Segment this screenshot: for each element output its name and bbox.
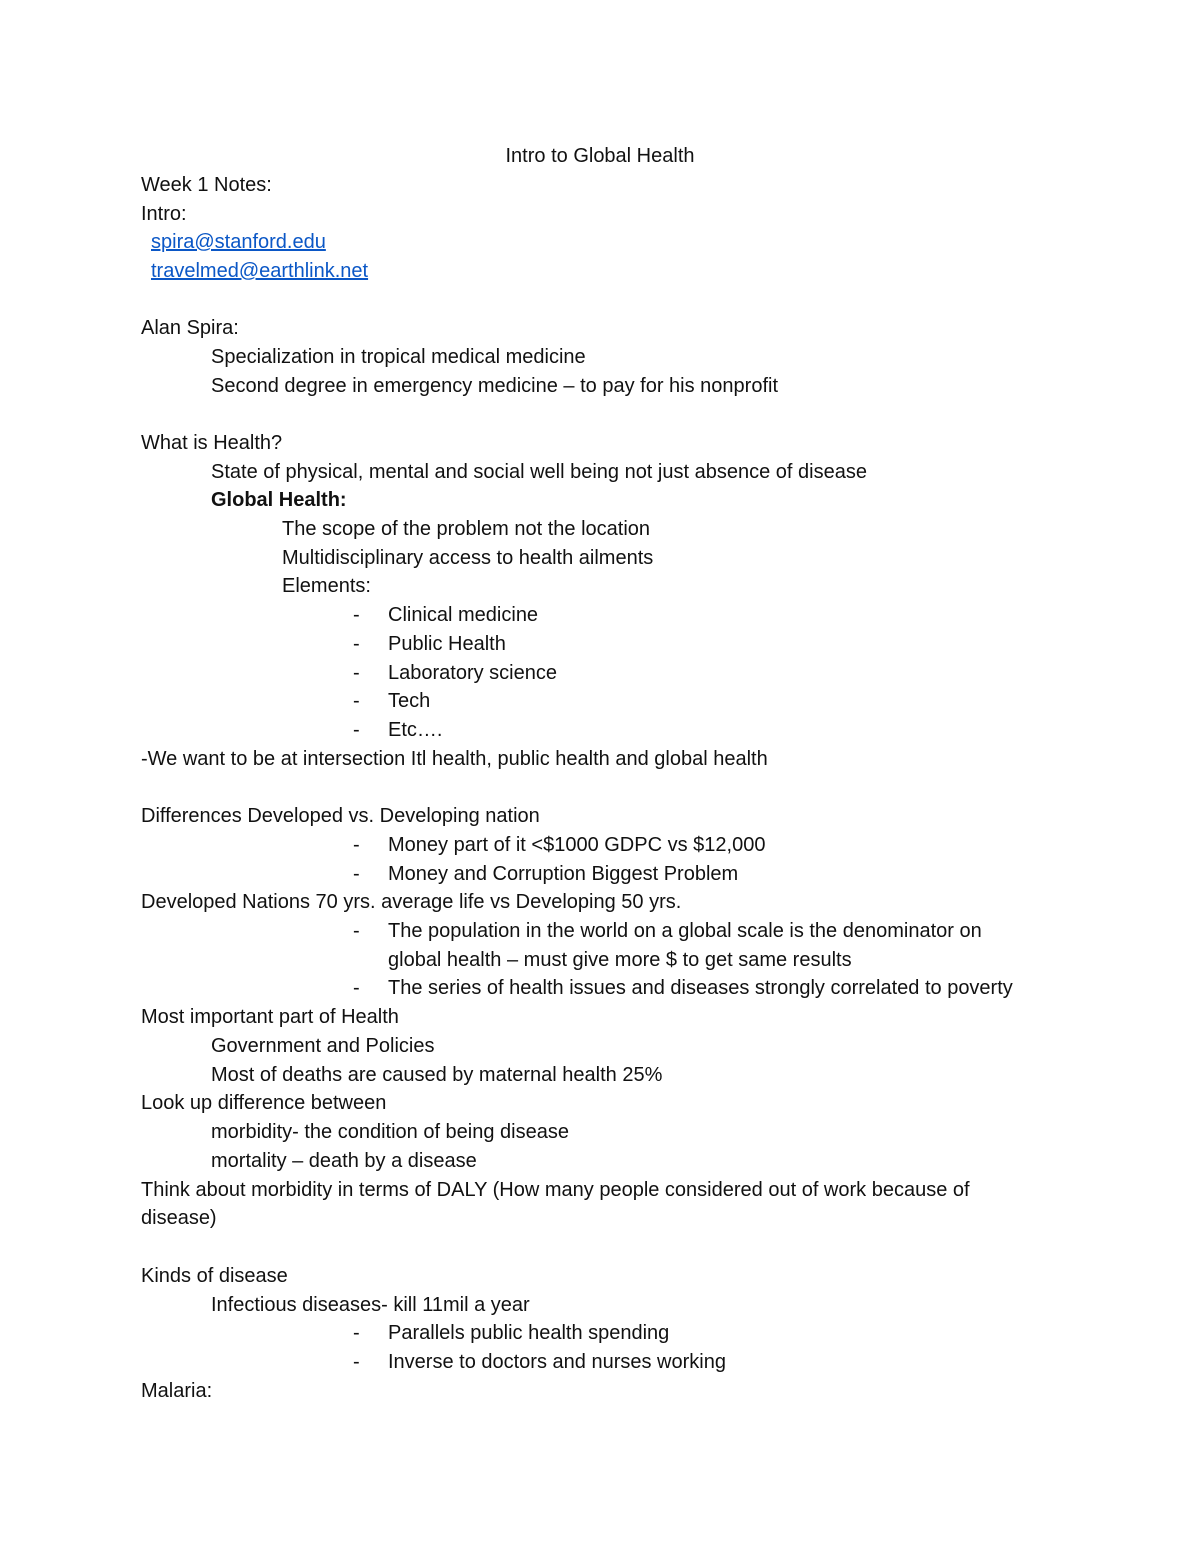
daly-line-continued: disease)	[141, 1207, 217, 1229]
bullet-dash: -	[353, 604, 360, 626]
lookup-heading: Look up difference between	[141, 1092, 387, 1114]
global-health-line: The scope of the problem not the location	[282, 518, 651, 540]
instructor-heading: Alan Spira:	[141, 317, 239, 339]
important-line: Most of deaths are caused by maternal health 25%	[211, 1064, 663, 1086]
bullet-dash: -	[353, 920, 360, 942]
document-title: Intro to Global Health	[505, 145, 695, 167]
bullet-dash: -	[353, 834, 360, 856]
intro-label: Intro:	[141, 203, 187, 225]
bullet-dash: -	[353, 1351, 360, 1373]
kinds-heading: Kinds of disease	[141, 1265, 288, 1287]
differences-item-continued: global health – must give more $ to get same results	[388, 949, 852, 971]
differences-item: Money and Corruption Biggest Problem	[388, 863, 739, 885]
bullet-dash: -	[353, 662, 360, 684]
lookup-line: mortality – death by a disease	[211, 1150, 477, 1172]
instructor-line: Second degree in emergency medicine – to pay for his nonprofit	[211, 375, 779, 397]
element-item: Public Health	[388, 633, 506, 655]
week-heading: Week 1 Notes:	[141, 174, 272, 196]
kinds-item: Parallels public health spending	[388, 1322, 670, 1344]
kinds-item: Inverse to doctors and nurses working	[388, 1351, 726, 1373]
element-item: Clinical medicine	[388, 604, 539, 626]
health-definition: State of physical, mental and social well being not just absence of disease	[211, 461, 867, 483]
differences-item: The population in the world on a global scale is the denominator on	[388, 920, 982, 942]
infectious-line: Infectious diseases- kill 11mil a year	[211, 1294, 530, 1316]
differences-heading: Differences Developed vs. Developing nation	[141, 805, 540, 827]
differences-item: The series of health issues and diseases strongly correlated to poverty	[388, 977, 1013, 999]
differences-item: Money part of it <$1000 GDPC vs $12,000	[388, 834, 766, 856]
global-health-heading: Global Health:	[211, 489, 347, 511]
bullet-dash: -	[353, 690, 360, 712]
element-item: Tech	[388, 690, 431, 712]
instructor-line: Specialization in tropical medical medicine	[211, 346, 586, 368]
email-link-earthlink[interactable]: travelmed@earthlink.net	[151, 260, 369, 282]
important-line: Government and Policies	[211, 1035, 435, 1057]
malaria-heading: Malaria:	[141, 1380, 213, 1402]
bullet-dash: -	[353, 977, 360, 999]
life-expectancy-line: Developed Nations 70 yrs. average life vs Developing 50 yrs.	[141, 891, 682, 913]
intersection-note: -We want to be at intersection Itl health, public health and global health	[141, 748, 768, 770]
health-heading: What is Health?	[141, 432, 283, 454]
email-link-stanford[interactable]: spira@stanford.edu	[151, 231, 326, 253]
global-health-line: Multidisciplinary access to health ailments	[282, 547, 654, 569]
bullet-dash: -	[353, 633, 360, 655]
important-heading: Most important part of Health	[141, 1006, 399, 1028]
elements-heading: Elements:	[282, 575, 371, 597]
element-item: Etc….	[388, 719, 443, 741]
daly-line: Think about morbidity in terms of DALY (How many people considered out of work because of	[141, 1179, 970, 1201]
bullet-dash: -	[353, 719, 360, 741]
bullet-dash: -	[353, 863, 360, 885]
lookup-line: morbidity- the condition of being disease	[211, 1121, 569, 1143]
bullet-dash: -	[353, 1322, 360, 1344]
element-item: Laboratory science	[388, 662, 557, 684]
